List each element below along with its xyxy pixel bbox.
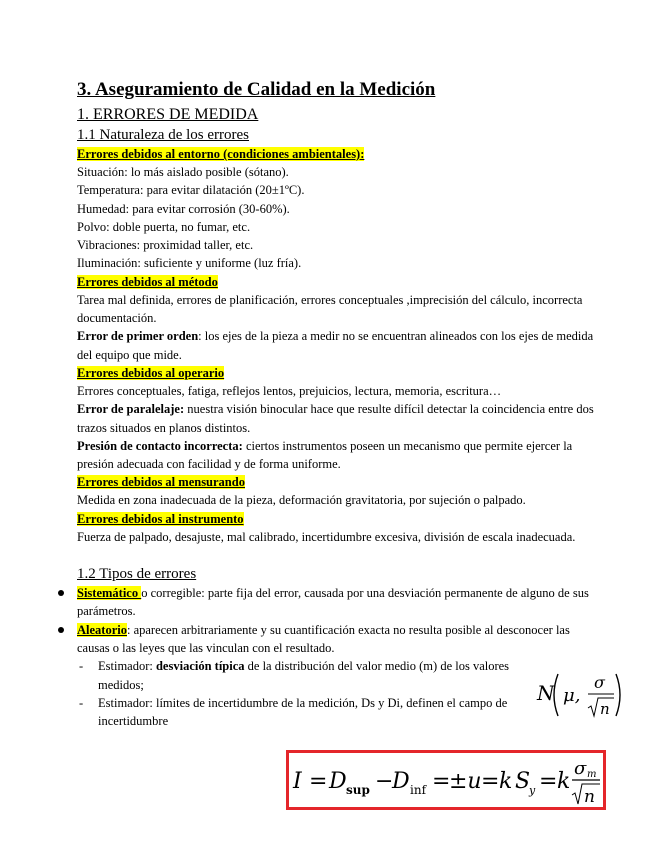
block-instrumento — [77, 510, 597, 546]
eq-inf-subscript: inf — [410, 783, 427, 797]
eq-n-denominator: n — [584, 787, 595, 807]
dash-icon: - — [79, 695, 84, 710]
heading-mensurando: Errores debidos al mensurando — [77, 475, 245, 490]
block-entorno — [77, 145, 597, 273]
subsection-naturaleza: 1.1 Naturaleza de los errores — [77, 127, 250, 143]
entorno-line-5: Vibraciones: proximidad taller, etc. — [77, 238, 254, 253]
heading-instrumento: Errores debidos al instrumento — [77, 511, 244, 526]
subsection-tipos: 1.2 Tipos de errores — [77, 566, 197, 583]
block-metodo — [77, 273, 597, 364]
eq-m-subscript: m — [587, 769, 597, 780]
eq-k: k — [499, 769, 513, 794]
aleatorio-sublist — [77, 657, 517, 730]
presion-text: ciertos instrumentos poseen un mecanismo que permite ejercer la presión adecuada con facilidad y de forma uniforme. — [77, 438, 573, 472]
bullet-icon — [58, 590, 64, 596]
eq-y-subscript: y — [529, 784, 536, 797]
eq-equals-1: = — [309, 769, 328, 794]
eq-minus: − — [375, 769, 394, 794]
incertidumbre-formula-box — [286, 750, 606, 810]
mensurando-text: Medida en zona inadecuada de la pieza, deformación gravitatoria, por sujeción o palpado. — [77, 493, 526, 508]
aleatorio-text: : aparecen arbitrariamente y su cuantificación exacta no resulta posible al desconocer las causas o las leyes que las vinculan con el resultado. — [77, 622, 570, 655]
sublist-item-desviacion — [77, 657, 517, 694]
operario-paralelaje-paragraph — [77, 400, 597, 437]
term-primer-orden: Error de primer orden — [77, 329, 199, 344]
heading-operario: Errores debidos al operario — [77, 365, 225, 380]
eq-D-inf: D — [392, 769, 410, 794]
bullet-icon — [58, 627, 64, 633]
list-item-sistematico — [77, 584, 597, 621]
estimador-pre: Estimador: — [98, 659, 156, 674]
term-desviacion-tipica: desviación típica — [155, 659, 245, 674]
term-presion: Presión de contacto incorrecta: — [77, 438, 243, 453]
eq-mu: μ, — [563, 685, 581, 706]
eq-sup-subscript: sup — [346, 783, 370, 797]
primer-orden-text: : los ejes de la pieza a medir no se encuentran alineados con los ejes de medida del equipo que mide. — [77, 329, 594, 362]
entorno-line-4: Polvo: doble puerta, no fumar, etc. — [77, 219, 251, 234]
sublist-item-limites — [77, 694, 517, 731]
term-paralelaje: Error de paralelaje: — [77, 402, 185, 417]
metodo-text: Tarea mal definida, errores de planificación, errores conceptuales ,imprecisión del cálculo, incorrecta documentación. — [77, 292, 583, 326]
block-operario — [77, 364, 597, 473]
block-mensurando — [77, 473, 597, 509]
page-title: 3. Aseguramiento de Calidad en la Medición — [77, 79, 436, 100]
left-paren-icon — [554, 674, 558, 716]
limites-text: Estimador: límites de incertidumbre de la medición, Ds y Di, definen el campo de incertidumbre — [98, 695, 508, 729]
paralelaje-text: nuestra visión binocular hace que resulte difícil detectar la coincidencia entre dos trazos situados en planos distintos. — [77, 402, 594, 435]
term-sistematico: Sistemático — [77, 586, 142, 601]
eq-I: I — [293, 769, 302, 794]
spacer — [77, 546, 597, 564]
eq-k2: k — [557, 769, 571, 794]
eq-S: S — [515, 769, 531, 794]
eq-D-sup: D — [329, 769, 347, 794]
entorno-line-6: Iluminación: suficiente y uniforme (luz fría). — [77, 256, 302, 271]
term-aleatorio: Aleatorio — [77, 622, 127, 637]
document-page — [77, 78, 597, 730]
eq-sigma-m: σ — [574, 758, 587, 779]
right-paren-icon — [616, 674, 620, 716]
heading-entorno: Errores debidos al entorno (condiciones ambientales): — [77, 147, 365, 161]
dash-icon: - — [79, 659, 84, 674]
section-heading-errores: 1. ERRORES DE MEDIDA — [77, 106, 259, 123]
operario-text: Errores conceptuales, fatiga, reflejos lentos, prejuicios, lectura, memoria, escritura… — [77, 383, 502, 398]
eq-equals-4: = — [539, 769, 558, 794]
entorno-line-1: Situación: lo más aislado posible (sótano). — [77, 165, 289, 179]
incertidumbre-formula — [289, 753, 603, 807]
desviacion-text: de la distribución del valor medio (m) de los valores medidos; — [98, 659, 510, 692]
eq-equals-3: = — [481, 769, 500, 794]
tipos-list — [77, 584, 597, 730]
sistematico-text: o corregible: parte fija del error, causada por una desviación permanente de alguno de sus parámetros. — [77, 586, 589, 619]
entorno-line-3: Humedad: para evitar corrosión (30-60%). — [77, 201, 290, 216]
operario-presion-paragraph — [77, 437, 597, 474]
normal-distribution-formula — [536, 666, 626, 724]
instrumento-text: Fuerza de palpado, desajuste, mal calibrado, incertidumbre excesiva, división de escala inadecuada. — [77, 529, 576, 544]
heading-metodo: Errores debidos al método — [77, 274, 218, 289]
metodo-term-paragraph — [77, 327, 597, 364]
entorno-line-2: Temperatura: para evitar dilatación (20±1ºC). — [77, 183, 305, 198]
eq-n: n — [600, 700, 610, 718]
eq-sigma: σ — [594, 673, 605, 692]
list-item-aleatorio — [77, 621, 597, 731]
eq-N: N — [537, 681, 555, 705]
eq-pm-u: ±u — [449, 769, 482, 794]
eq-equals-2: = — [432, 769, 451, 794]
